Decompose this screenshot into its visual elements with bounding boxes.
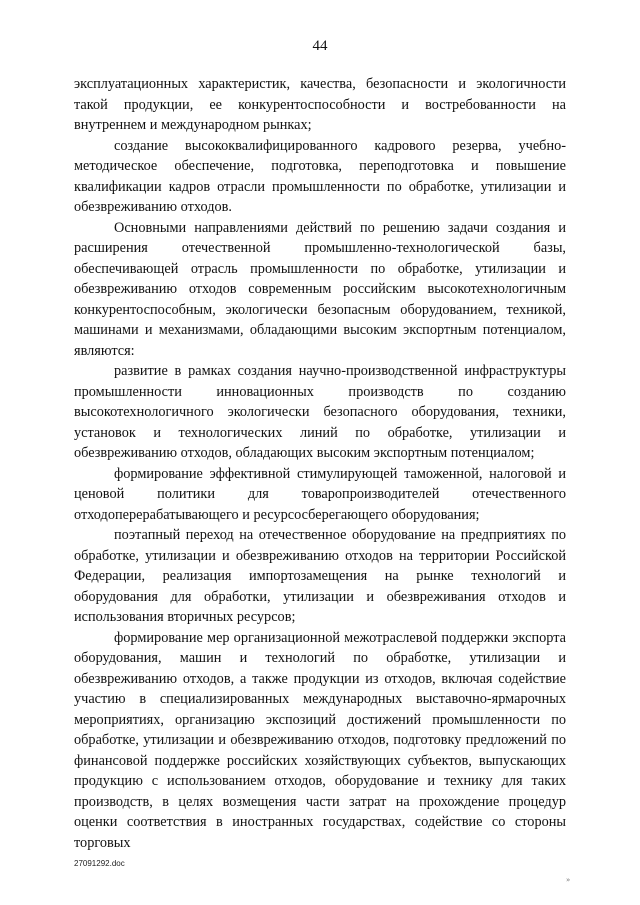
paragraph-main-directions: Основными направлениями действий по решению задачи создания и расширения отечественной промышленно-технологической базы, обеспечивающей отрасль промышленности по обработке, утилизации и обезвреживанию отходов современным российским высокотехнологичным конкурентоспособным, экологически безопасным оборудованием, техникой, машинами и механизмами, обладающими высоким экспортным потенциалом, являются: [74,219,566,359]
body-text [74,74,566,853]
page-number: 44 [312,38,328,54]
paragraph-policy: формирование эффективной стимулирующей таможенной, налоговой и ценовой политики для товаропроизводителей отечественного отходоперерабатывающего и ресурсосберегающего оборудования; [74,465,566,523]
paragraph-continuation: эксплуатационных характеристик, качества, безопасности и экологичности такой продукции, ее конкурентоспособности и востребованности на внутреннем и международном рынках; [74,76,566,133]
footer-mark: » [566,876,571,884]
paragraph-personnel: создание высококвалифицированного кадрового резерва, учебно-методическое обеспечение, подготовка, переподготовка и повышение квалификации кадров отрасли промышленности по обработке, утилизации и обезвреживанию отходов. [74,137,566,215]
paragraph-infrastructure: развитие в рамках создания научно-производственной инфраструктуры промышленности инновационных производств по созданию высокотехнологичного экологически безопасного оборудования, техники, установок и технологических линий по обработке, утилизации и обезвреживанию отходов, обладающих высоким экспортным потенциалом; [74,363,566,461]
footer-document-id: 27091292.doc [74,859,125,868]
paragraph-transition: поэтапный переход на отечественное оборудование на предприятиях по обработке, утилизации и обезвреживанию отходов на территории Российской Федерации, реализация импортозамещения на рынке технологий и оборудования для обработки, утилизации и обезвреживания отходов и использования вторичных ресурсов; [74,527,566,625]
paragraph-export-support: формирование мер организационной межотраслевой поддержки экспорта оборудования, машин и технологий по обработке, утилизации и обезвреживанию отходов, а также продукции из отходов, включая содействие участию в специализированных международных выставочно-ярмарочных мероприятиях, организацию экспозиций достижений промышленности по обработке, утилизации и обезвреживанию отходов, подготовку предложений по финансовой поддержке российских хозяйствующих субъектов, выпускающих продукцию с использованием отходов, оборудование и технику для таких производств, в целях возмещения части затрат на прохождение процедур оценки соответствия в иностранных государствах, содействие со стороны торговых [74,629,566,851]
